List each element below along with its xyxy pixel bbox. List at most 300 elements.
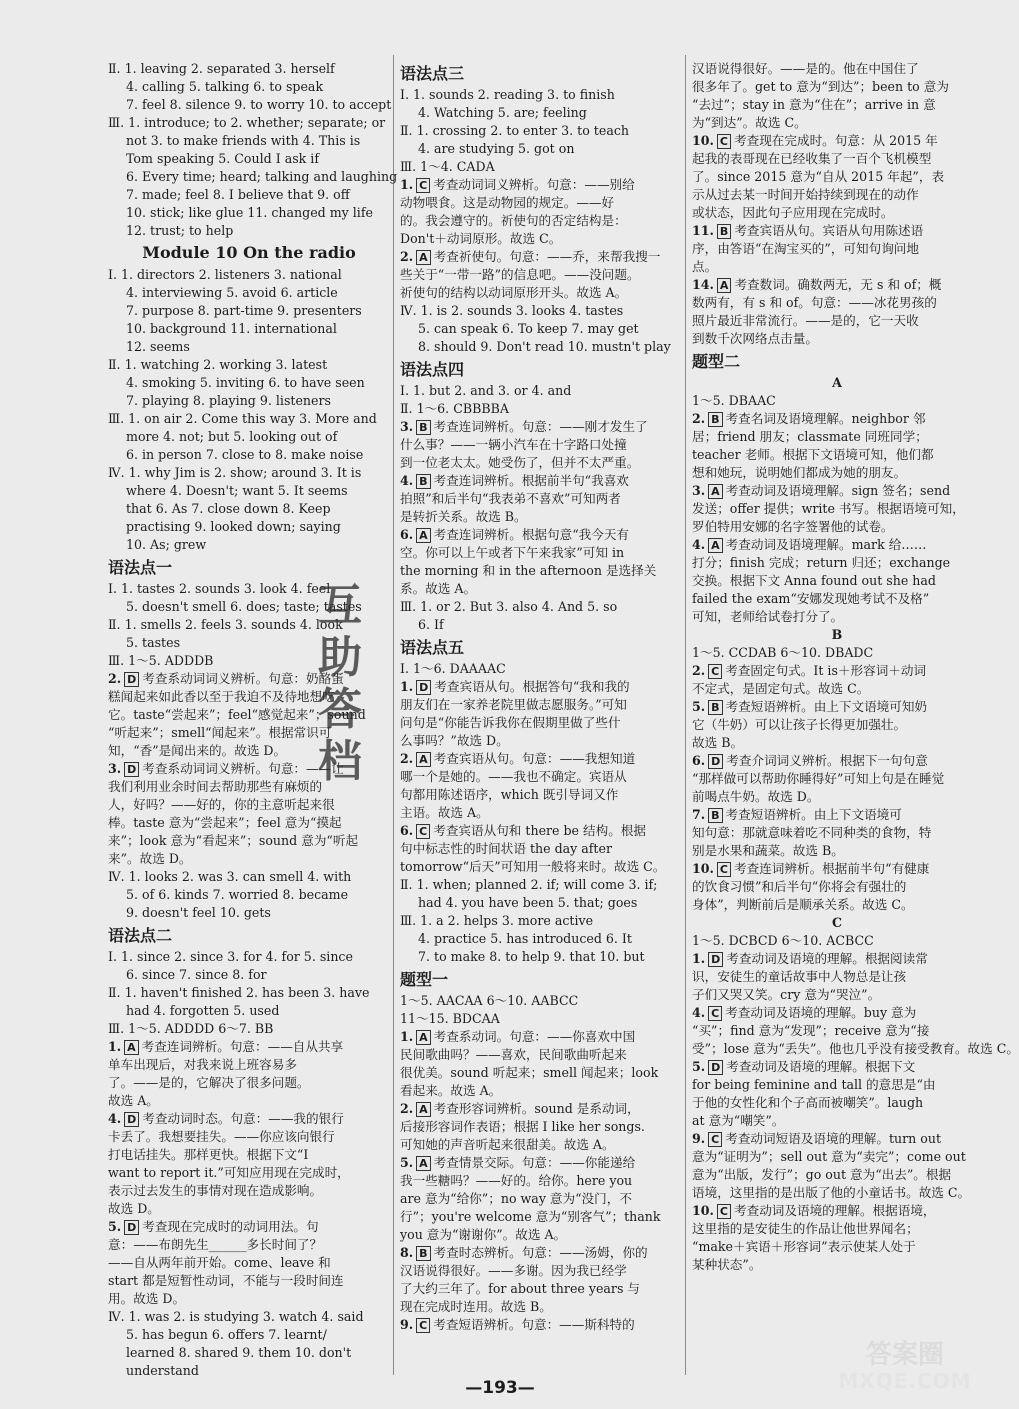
answer-line: Ⅰ. 1. but 2. and 3. or 4. and: [400, 383, 572, 398]
question-number: 2.: [108, 671, 122, 686]
answer-line: 6. since 7. since 8. for: [126, 967, 267, 982]
answer-line: 数两有，有 s 和 of。句意：——冰花男孩的: [692, 295, 937, 310]
answer-line: Ⅲ. 1～5. ADDDB: [108, 653, 214, 668]
answer-line: 序，由答语“在淘宝买的”，可知句询问地: [692, 241, 919, 256]
answer-line: Ⅱ. 1～6. CBBBBA: [400, 401, 509, 416]
explanation-line: [692, 662, 982, 680]
question-number: 11.: [692, 223, 714, 238]
explanation-text: 考查宾语从句。宾语从句用陈述语: [734, 223, 924, 238]
question-number: 8.: [400, 1245, 414, 1260]
question-number: 1.: [400, 177, 414, 192]
answer-line: “买”；find 意为“发现”；receive 意为“接: [692, 1023, 930, 1038]
answer-line: “听起来”；smell“闻起来”。根据常识可: [108, 725, 332, 740]
answer-line: 故选 D。: [108, 1201, 160, 1216]
section-heading: 语法点五: [400, 638, 465, 657]
answer-line: 想和她玩，说明她们都成为她的朋友。: [692, 465, 907, 480]
answer-line: 人，好吗？——好的，你的主意听起来很: [108, 797, 335, 812]
explanation-text: 考查动词及语境的理解。根据阅读常: [726, 951, 928, 966]
answer-line: 4. practice 5. has introduced 6. It: [418, 931, 632, 946]
explanation-text: 考查现在完成时。句意：从 2015 年: [734, 133, 938, 148]
explanation-line: [692, 1058, 982, 1076]
answer-line: 意为“出版，发行”；go out 意为“出去”。根据: [692, 1167, 952, 1182]
answer-line: Ⅲ. 1. on air 2. Come this way 3. More and: [108, 411, 377, 426]
explanation-text: 考查系动词词义辨析。句意：——让: [142, 761, 344, 776]
answer-line: 来”；look 意为“看起来”；sound 意为“听起: [108, 833, 359, 848]
answer-line: Ⅲ. 1. a 2. helps 3. more active: [400, 913, 594, 928]
explanation-line: [692, 482, 982, 500]
explanation-line: [108, 1218, 390, 1236]
answer-line: “make＋宾语＋形容词”表示使某人处于: [692, 1239, 916, 1254]
column-divider: [393, 55, 394, 1375]
answer-line: 识，安徒生的童话故事中人物总是让孩: [692, 969, 907, 984]
answer-line: 10. stick; like glue 11. changed my life: [126, 205, 373, 220]
answer-line: 么事吗？”故选 D。: [400, 733, 509, 748]
answer-line: 为“到达”。故选 C。: [692, 115, 807, 130]
explanation-line: [692, 698, 982, 716]
explanation-line: [692, 276, 982, 294]
answer-line: 空。你可以上午或者下午来我家”可知 in: [400, 545, 625, 560]
answer-line: 照片最近非常流行。——是的，它一天收: [692, 313, 919, 328]
section-heading: 语法点二: [108, 926, 173, 945]
question-number: 4.: [692, 1005, 706, 1020]
answer-box: A: [717, 278, 732, 293]
answer-line: Ⅳ. 1. is 2. sounds 3. looks 4. tastes: [400, 303, 624, 318]
question-number: 2.: [400, 1101, 414, 1116]
answer-line: 可知她的声音听起来很甜美。故选 A。: [400, 1137, 615, 1152]
answer-line: 知，“香”是闻出来的。故选 D。: [108, 743, 287, 758]
answer-line: 行”；you're welcome 意为“别客气”；thank: [400, 1209, 661, 1224]
answer-line: 发送；offer 提供；write 书写。根据语境可知，: [692, 501, 965, 516]
answer-line: 5. can speak 6. To keep 7. may get: [418, 321, 639, 336]
explanation-text: 考查祈使句。句意：——乔，来帮我搜一: [433, 249, 661, 264]
answer-line: the morning 和 in the afternoon 是选择关: [400, 563, 657, 578]
answer-line: understand: [126, 1363, 199, 1378]
question-number: 2.: [692, 663, 706, 678]
question-number: 5.: [400, 1155, 414, 1170]
answer-line: 动物喂食。这是动物园的规定。——好: [400, 195, 615, 210]
answer-line: 卡丢了。我想要挂失。——你应该向银行: [108, 1129, 335, 1144]
explanation-line: [692, 860, 982, 878]
answer-box: D: [708, 952, 723, 967]
answer-line: Ⅰ. 1. since 2. since 3. for 4. for 5. since: [108, 949, 353, 964]
answer-line: 居；friend 朋友；classmate 同班同学；: [692, 429, 928, 444]
explanation-text: 考查连词辨析。句意：——自从共享: [141, 1039, 344, 1054]
answer-box: C: [708, 1006, 722, 1021]
answer-line: 意为“证明为”；sell out 意为“卖完”；come out: [692, 1149, 966, 1164]
answer-line: 表示过去发生的事情对现在造成影响。: [108, 1183, 323, 1198]
answer-box: A: [708, 484, 723, 499]
answer-box: B: [708, 412, 722, 427]
answer-line: start 都是短暂性动词，不能与一段时间连: [108, 1273, 344, 1288]
question-number: 1.: [108, 1039, 122, 1054]
explanation-text: 考查动词及语境理解。mark 给……: [725, 537, 927, 552]
explanation-line: [400, 176, 682, 194]
answer-line: 我们利用业余时间去帮助那些有麻烦的: [108, 779, 323, 794]
answer-line: Ⅳ. 1. looks 2. was 3. can smell 4. with: [108, 869, 352, 884]
question-number: 2.: [400, 751, 414, 766]
answer-box: A: [708, 538, 723, 553]
watermark-logo-text: 答案圈: [865, 1340, 944, 1370]
answer-line: 12. trust; to help: [126, 223, 234, 238]
explanation-text: 考查介词词义辨析。根据下一句句意: [726, 753, 928, 768]
answer-box: C: [708, 664, 722, 679]
question-number: 14.: [692, 277, 714, 292]
answer-box: B: [416, 474, 430, 489]
section-heading: 题型一: [400, 970, 449, 989]
answer-line: 4. interviewing 5. avoid 6. article: [126, 285, 338, 300]
section-heading: 语法点三: [400, 64, 465, 83]
question-number: 5.: [108, 1219, 122, 1234]
answer-line: 民间歌曲吗？——喜欢，民间歌曲听起来: [400, 1047, 627, 1062]
question-number: 2.: [400, 249, 414, 264]
question-number: 4.: [400, 473, 414, 488]
answer-box: C: [717, 862, 731, 877]
explanation-text: 考查动词时态。句意：——我的银行: [142, 1111, 344, 1126]
explanation-text: 考查时态辨析。句意：——汤姆，你的: [433, 1245, 648, 1260]
answer-line: 打分；finish 完成；return 归还；exchange: [692, 555, 951, 570]
explanation-line: [692, 806, 982, 824]
answer-box: A: [416, 1102, 431, 1117]
answer-box: D: [708, 1060, 723, 1075]
answer-line: tomorrow“后天”可知用一般将来时。故选 C。: [400, 859, 666, 874]
question-number: 4.: [108, 1111, 122, 1126]
answer-line: 6. If: [418, 617, 444, 632]
answer-line: teacher 老师。根据下文语境可知，他们都: [692, 447, 934, 462]
explanation-text: 考查情景交际。句意：——你能递给: [433, 1155, 636, 1170]
answer-line: 汉语说得很好。——多谢。因为我已经学: [400, 1263, 627, 1278]
answer-line: 7. purpose 8. part-time 9. presenters: [126, 303, 362, 318]
explanation-line: [692, 950, 982, 968]
answer-box: A: [416, 250, 431, 265]
answer-line: 5. has begun 6. offers 7. learnt/: [126, 1327, 327, 1342]
passage-label: A: [832, 375, 842, 390]
explanation-text: 考查宾语从句和 there be 结构。根据: [433, 823, 646, 838]
answer-line: 12. seems: [126, 339, 190, 354]
answer-line: 句都用陈述语序，which 既引导词又作: [400, 787, 619, 802]
passage-label: B: [831, 627, 843, 642]
answer-line: 可知，老师给试卷打分了。: [692, 609, 844, 624]
explanation-line: [692, 410, 982, 428]
answer-line: 故选 B。: [692, 735, 744, 750]
explanation-text: 考查短语辨析。由上下文语境可: [725, 807, 902, 822]
question-number: 9.: [400, 1317, 414, 1332]
explanation-text: 考查连词辨析。句意：——刚才发生了: [433, 419, 648, 434]
answer-line: 拍照”和后半句“我表弟不喜欢”可知两者: [400, 491, 621, 506]
answer-line: 示从过去某一时间开始持续到现在的动作: [692, 187, 919, 202]
answer-box: B: [416, 1246, 430, 1261]
answer-line: 是转折关系。故选 B。: [400, 509, 527, 524]
answer-line: 某种状态”。: [692, 1257, 762, 1272]
explanation-text: 考查系动词词义辨析。句意：奶酪蛋: [142, 671, 344, 686]
explanation-line: [400, 1316, 682, 1334]
answer-line: Ⅳ. 1. was 2. is studying 3. watch 4. said: [108, 1309, 364, 1324]
answer-line: 看起来。故选 A。: [400, 1083, 502, 1098]
question-number: 6.: [400, 823, 414, 838]
answer-column-middle: [400, 60, 682, 1334]
answer-line: 来”。故选 D。: [108, 851, 192, 866]
answer-line: 受”；lose 意为“丢失”。他也几乎没有接受教育。故选 C。: [692, 1041, 1019, 1056]
explanation-text: 考查名词及语境理解。neighbor 邻: [725, 411, 926, 426]
answer-line: want to report it.”可知应用现在完成时，: [108, 1165, 350, 1180]
answer-line: 了。——是的，它解决了很多问题。: [108, 1075, 310, 1090]
answer-line: for being feminine and tall 的意思是“由: [692, 1077, 936, 1092]
answer-line: Ⅲ. 1～5. ADDDD 6～7. BB: [108, 1021, 274, 1036]
answer-line: 很多年了。get to 意为“到达”；been to 意为: [692, 79, 949, 94]
answer-line: 10. As; grew: [126, 537, 207, 552]
answer-line: 5. tastes: [126, 635, 181, 650]
question-number: 10.: [692, 1203, 714, 1218]
explanation-line: [400, 678, 682, 696]
answer-box: C: [416, 824, 430, 839]
answer-line: 我一些糖吗？——好的。给你。here you: [400, 1173, 633, 1188]
answer-line: Ⅰ. 1. sounds 2. reading 3. to finish: [400, 87, 615, 102]
answer-line: 知句意：那就意味着吃不同种类的食物，特: [692, 825, 932, 840]
answer-line: 很优美。sound 听起来；smell 闻起来；look: [400, 1065, 659, 1080]
explanation-line: [692, 1004, 982, 1022]
answer-box: A: [416, 752, 431, 767]
answer-line: 语境，这里指的是出版了他的小童话书。故选 C。: [692, 1185, 971, 1200]
answer-line: 罗伯特用安娜的名字签署他的试卷。: [692, 519, 894, 534]
answer-line: where 4. Doesn't; want 5. It seems: [126, 483, 348, 498]
answer-box: D: [124, 1112, 139, 1127]
answer-box: D: [124, 762, 139, 777]
answer-line: Ⅳ. 1. why Jim is 2. show; around 3. It is: [108, 465, 362, 480]
answer-line: 4. Watching 5. are; feeling: [418, 105, 587, 120]
answer-line: 或状态，因此句子应用现在完成时。: [692, 205, 894, 220]
explanation-line: [692, 752, 982, 770]
explanation-text: 考查宾语从句。句意：——我想知道: [433, 751, 636, 766]
explanation-line: [400, 822, 682, 840]
answer-line: “去过”；stay in 意为“住在”；arrive in 意: [692, 97, 936, 112]
answer-line: 7. to make 8. to help 9. that 10. but: [418, 949, 645, 964]
section-heading: 语法点一: [108, 558, 173, 577]
answer-line: 单车出现后，对我来说上班容易多: [108, 1057, 297, 1072]
column-divider: [685, 55, 686, 1375]
explanation-text: 考查连词辨析。根据前半句“我喜欢: [433, 473, 629, 488]
answer-line: Ⅱ. 1. crossing 2. to enter 3. to teach: [400, 123, 629, 138]
question-number: 6.: [400, 527, 414, 542]
answer-line: at 意为“嘲笑”。: [692, 1113, 785, 1128]
answer-box: A: [416, 1030, 431, 1045]
answer-line: learned 8. shared 9. them 10. don't: [126, 1345, 352, 1360]
answer-box: C: [708, 1132, 722, 1147]
answer-line: 现在完成时连用。故选 B。: [400, 1299, 552, 1314]
explanation-line: [692, 222, 982, 240]
explanation-text: 考查连词辨析。根据前半句“有健康: [734, 861, 930, 876]
answer-line: “那样做可以帮助你睡得好”可知上句是在睡觉: [692, 771, 945, 786]
explanation-text: 考查动词短语及语境的理解。turn out: [725, 1131, 942, 1146]
question-number: 1.: [400, 1029, 414, 1044]
explanation-text: 考查宾语从句。根据答句“我和我的: [434, 679, 630, 694]
answer-line: 1～5. DCBCD 6～10. ACBCC: [692, 933, 874, 948]
answer-box: B: [708, 700, 722, 715]
question-number: 10.: [692, 133, 714, 148]
answer-line: 7. playing 8. playing 9. listeners: [126, 393, 331, 408]
explanation-line: [400, 418, 682, 436]
answer-line: 7. made; feel 8. I believe that 9. off: [126, 187, 350, 202]
answer-line: 它（牛奶）可以让孩子长得更加强壮。: [692, 717, 907, 732]
answer-line: you 意为“谢谢你”。故选 A。: [400, 1227, 567, 1242]
answer-line: 交换。根据下文 Anna found out she had: [692, 573, 936, 588]
answer-line: 10. background 11. international: [126, 321, 337, 336]
question-number: 3.: [108, 761, 122, 776]
answer-box: D: [416, 680, 431, 695]
answer-line: 起我的表哥现在已经收集了一百个飞机模型: [692, 151, 932, 166]
answer-line: Ⅰ. 1. directors 2. listeners 3. national: [108, 267, 342, 282]
answer-line: 用。故选 D。: [108, 1291, 186, 1306]
answer-line: 5. doesn't smell 6. does; taste; tastes: [126, 599, 362, 614]
answer-line: 4. smoking 5. inviting 6. to have seen: [126, 375, 365, 390]
answer-line: 汉语说得很好。——是的。他在中国住了: [692, 61, 919, 76]
explanation-line: [400, 1244, 682, 1262]
answer-line: are 意为“给你”；no way 意为“没门，不: [400, 1191, 632, 1206]
answer-line: 4. calling 5. talking 6. to speak: [126, 79, 324, 94]
answer-line: Ⅱ. 1. when; planned 2. if; will come 3. if;: [400, 877, 658, 892]
page-number: —193—: [465, 1378, 535, 1398]
question-number: 10.: [692, 861, 714, 876]
answer-line: 朋友们在一家养老院里做志愿服务。”可知: [400, 697, 627, 712]
explanation-line: [400, 526, 682, 544]
answer-line: 棒。taste 意为“尝起来”；feel 意为“摸起: [108, 815, 342, 830]
answer-line: Ⅲ. 1～4. CADA: [400, 159, 495, 174]
answer-line: Ⅱ. 1. watching 2. working 3. latest: [108, 357, 328, 372]
answer-line: had 4. forgotten 5. used: [126, 1003, 280, 1018]
answer-line: 问句是“你能告诉我你在假期里做了些什: [400, 715, 621, 730]
explanation-line: [692, 536, 982, 554]
question-number: 3.: [400, 419, 414, 434]
answer-line: Ⅱ. 1. smells 2. feels 3. sounds 4. look: [108, 617, 343, 632]
explanation-text: 考查现在完成时的动词用法。句: [142, 1219, 319, 1234]
explanation-line: [400, 1028, 682, 1046]
answer-line: 1～5. CCDAB 6～10. DBADC: [692, 645, 874, 660]
answer-line: 故选 A。: [108, 1093, 159, 1108]
answer-line: 它。taste“尝起来”；feel“感觉起来”；sound: [108, 707, 366, 722]
watermark-url: MXQE.COM: [838, 1369, 972, 1393]
question-number: 6.: [692, 753, 706, 768]
answer-line: Don't＋动词原形。故选 C。: [400, 231, 562, 246]
explanation-text: 考查动词及语境的理解。根据下文: [726, 1059, 916, 1074]
explanation-line: [692, 1202, 982, 1220]
answer-line: failed the exam“安娜发现她考试不及格”: [692, 591, 930, 606]
explanation-text: 考查短语辨析。句意：——斯科特的: [433, 1317, 635, 1332]
answer-line: 了。since 2015 意为“自从 2015 年起”，表: [692, 169, 945, 184]
answer-line: 点。: [692, 259, 718, 274]
section-heading: 题型二: [692, 352, 741, 371]
answer-line: Ⅰ. 1～6. DAAAAC: [400, 661, 506, 676]
explanation-line: [400, 1154, 682, 1172]
answer-box: C: [416, 178, 430, 193]
answer-line: 不定式，是固定句式。故选 C。: [692, 681, 870, 696]
explanation-text: 考查形容词辨析。sound 是系动词，: [433, 1101, 640, 1116]
question-number: 9.: [692, 1131, 706, 1146]
answer-line: Ⅲ. 1. introduce; to 2. whether; separate; or: [108, 115, 386, 130]
answer-line: 后接形容词作表语；根据 I like her songs.: [400, 1119, 645, 1134]
answer-line: had 4. you have been 5. that; goes: [418, 895, 638, 910]
answer-box: D: [708, 754, 723, 769]
question-number: 4.: [692, 537, 706, 552]
answer-line: 9. doesn't feel 10. gets: [126, 905, 271, 920]
answer-line: 哪一个是她的。——我也不确定。宾语从: [400, 769, 627, 784]
answer-box: A: [124, 1040, 139, 1055]
answer-line: 糕闻起来如此香以至于我迫不及待地想吃: [108, 689, 335, 704]
answer-box: C: [717, 1204, 731, 1219]
question-number: 7.: [692, 807, 706, 822]
answer-line: 祈使句的结构以动词原形开头。故选 A。: [400, 285, 628, 300]
explanation-text: 考查动词及语境的理解。buy 意为: [725, 1005, 917, 1020]
answer-line: 意：——布朗先生______多长时间了？: [108, 1237, 323, 1252]
answer-line: practising 9. looked down; saying: [126, 519, 341, 534]
answer-line: 11～15. BDCAA: [400, 1011, 500, 1026]
answer-line: 句中标志性的时间状语 the day after: [400, 841, 612, 856]
answer-line: 身体”，判断前后是顺承关系。故选 C。: [692, 897, 914, 912]
answer-line: 的。我会遵守的。祈使句的否定结构是：: [400, 213, 627, 228]
answer-box: D: [124, 672, 139, 687]
answer-line: 到一位老太太。她受伤了，但并不太严重。: [400, 455, 640, 470]
explanation-text: 考查数词。确数两无，无 s 和 of；概: [734, 277, 942, 292]
answer-line: 7. feel 8. silence 9. to worry 10. to accept: [126, 97, 392, 112]
answer-line: not 3. to make friends with 4. This is: [126, 133, 361, 148]
explanation-text: 考查短语辨析。由上下文语境可知奶: [725, 699, 928, 714]
explanation-text: 考查连词辨析。根据句意“我今天有: [433, 527, 630, 542]
explanation-text: 考查动词词义辨析。句意：——别给: [433, 177, 635, 192]
answer-line: 打电话挂失。那样更快。根据下文“I: [108, 1147, 309, 1162]
answer-line: Ⅱ. 1. haven't finished 2. has been 3. have: [108, 985, 370, 1000]
answer-line: 了大约三年了。for about three years 与: [400, 1281, 641, 1296]
answer-line: 前喝点牛奶。故选 D。: [692, 789, 820, 804]
answer-line: ——自从两年前开始。come、leave 和: [108, 1255, 331, 1270]
answer-box: D: [124, 1220, 139, 1235]
answer-box: C: [416, 1318, 430, 1333]
answer-box: B: [708, 808, 722, 823]
explanation-line: [692, 1130, 982, 1148]
explanation-text: 考查固定句式。It is＋形容词＋动词: [725, 663, 927, 678]
answer-line: 1～5. AACAA 6～10. AABCC: [400, 993, 579, 1008]
explanation-line: [692, 132, 982, 150]
question-number: 5.: [692, 1059, 706, 1074]
question-number: 1.: [692, 951, 706, 966]
answer-line: more 4. not; but 5. looking out of: [126, 429, 338, 444]
answer-line: 这里指的是安徒生的作品让他世界闻名；: [692, 1221, 919, 1236]
answer-line: 于他的女性化和个子高而被嘲笑”。laugh: [692, 1095, 924, 1110]
answer-box: C: [717, 134, 731, 149]
explanation-line: [400, 750, 682, 768]
passage-label: C: [831, 915, 843, 930]
section-heading: Module 10 On the radio: [142, 243, 356, 262]
answer-line: 子们又哭又笑。cry 意为“哭泣”。: [692, 987, 881, 1002]
answer-line: Ⅰ. 1. tastes 2. sounds 3. look 4. feel: [108, 581, 331, 596]
question-number: 3.: [692, 483, 706, 498]
explanation-line: [400, 1100, 682, 1118]
watermark: [820, 1340, 990, 1392]
handwritten-stamp: 互 助 答 档: [318, 580, 362, 787]
answer-line: 4. are studying 5. got on: [418, 141, 575, 156]
answer-box: B: [416, 420, 430, 435]
answer-line: 些关于“一带一路”的信息吧。——没问题。: [400, 267, 640, 282]
answer-column-right: [692, 60, 1019, 1274]
answer-line: 1～5. DBAAC: [692, 393, 776, 408]
answer-box: B: [717, 224, 731, 239]
explanation-line: [108, 1038, 390, 1056]
explanation-text: 考查动词及语境的理解。根据语境，: [734, 1203, 936, 1218]
question-number: 5.: [692, 699, 706, 714]
explanation-line: [400, 248, 682, 266]
explanation-text: 考查系动词。句意：——你喜欢中国: [433, 1029, 636, 1044]
answer-line: 什么事？——一辆小汽车在十字路口处撞: [400, 437, 627, 452]
answer-line: 6. Every time; heard; talking and laughing: [126, 169, 398, 184]
section-heading: 语法点四: [400, 360, 465, 379]
answer-line: Tom speaking 5. Could I ask if: [126, 151, 319, 166]
answer-line: 别是水果和蔬菜。故选 B。: [692, 843, 844, 858]
